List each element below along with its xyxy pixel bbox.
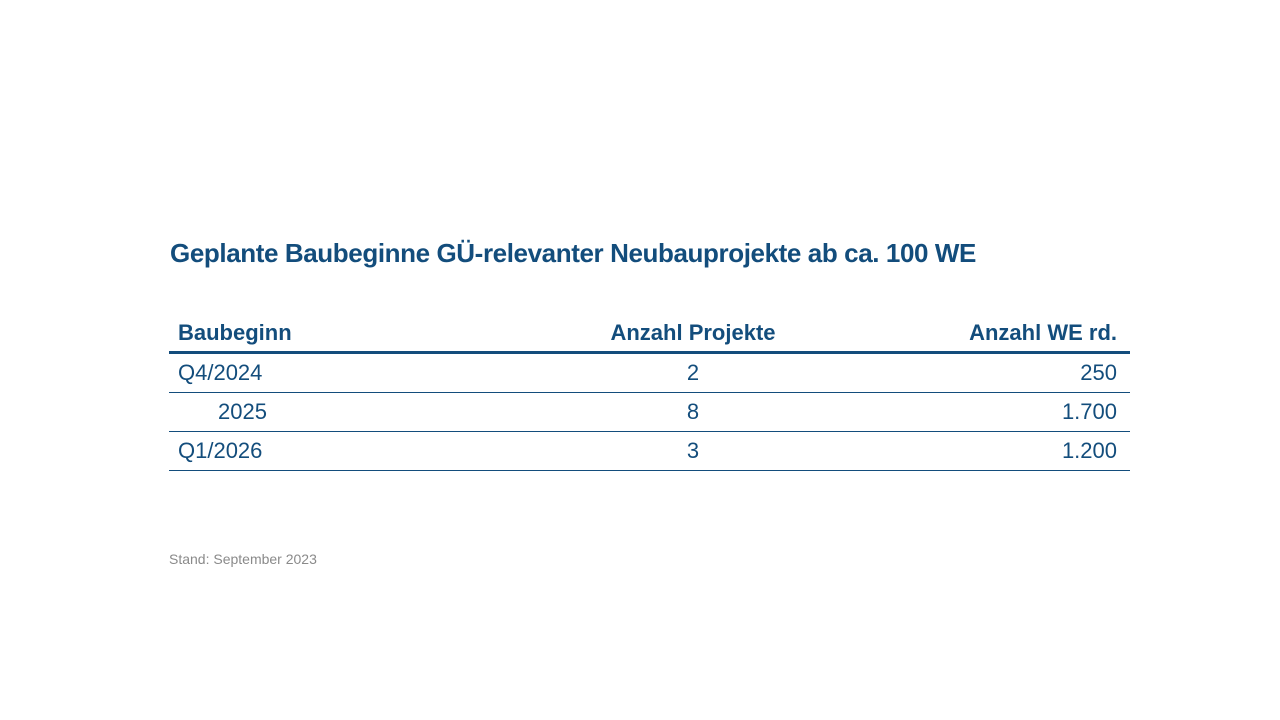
table-row	[169, 393, 1130, 432]
cell-baubeginn: Q4/2024	[169, 353, 518, 393]
cell-baubeginn: 2025	[169, 393, 518, 432]
page-title: Geplante Baubeginne GÜ-relevanter Neubauprojekte ab ca. 100 WE	[170, 238, 976, 268]
cell-anzahl-projekte: 2	[518, 353, 868, 393]
cell-anzahl-we: 1.700	[868, 393, 1130, 432]
column-header-baubeginn: Baubeginn	[169, 314, 518, 353]
cell-baubeginn: Q1/2026	[169, 432, 518, 471]
cell-anzahl-projekte: 8	[518, 393, 868, 432]
cell-anzahl-we: 250	[868, 353, 1130, 393]
table-row	[169, 353, 1130, 393]
cell-anzahl-we: 1.200	[868, 432, 1130, 471]
table-header-row	[169, 314, 1130, 353]
column-header-anzahl-projekte: Anzahl Projekte	[518, 314, 868, 353]
column-header-anzahl-we: Anzahl WE rd.	[868, 314, 1130, 353]
footnote-date: Stand: September 2023	[169, 551, 317, 567]
table-row	[169, 432, 1130, 471]
cell-anzahl-projekte: 3	[518, 432, 868, 471]
construction-start-table	[169, 314, 1130, 471]
